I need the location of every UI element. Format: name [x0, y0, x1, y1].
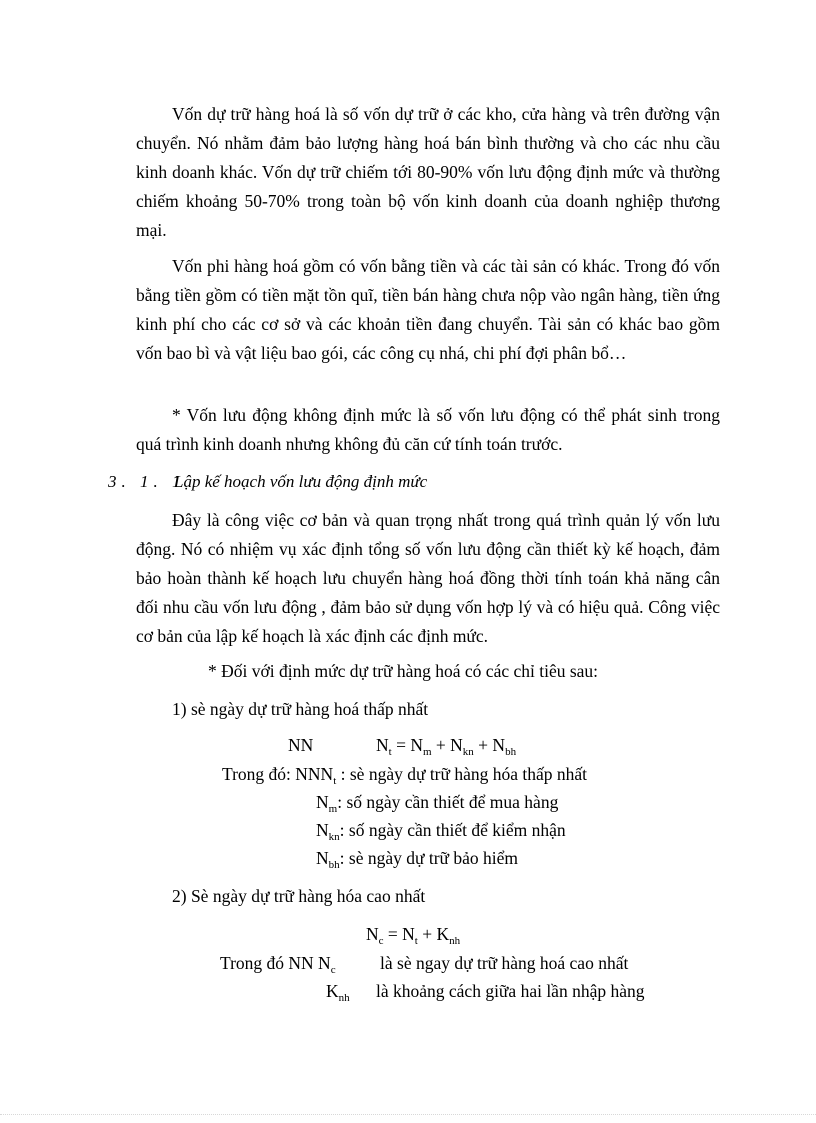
section-title: Lập kế hoạch vốn lưu động định mức [174, 472, 428, 491]
paragraph-reserve-capital: Vốn dự trữ hàng hoá là số vốn dự trữ ở các kho, cửa hàng và trên đường vận chuyển. Nó nhằm đảm bảo lượng hàng hoá bán bình thường và cho các nhu cầu kinh doanh khác. Vốn dự trữ chiếm tới 80-90% vốn lưu động định mức và thường chiếm khoảng 50-70% trong toàn bộ vốn kinh doanh của doanh nghiệp thương mại. [136, 104, 720, 240]
item2-where-nc: Trong đó NN $N_c$ [220, 953, 336, 976]
criteria-intro: * Đối với định mức dự trữ hàng hoá có các chỉ tiêu sau: [208, 661, 599, 681]
item2-title: 2) Sè ngày dự trữ hàng hóa cao nhất [172, 886, 426, 906]
item2-formula: $N_c = N_t + K_{nh}$ [366, 924, 461, 947]
item2-where-nc-desc: là sè ngay dự trữ hàng hoá cao nhất [380, 953, 629, 973]
paragraph-planning: Đây là công việc cơ bản và quan trọng nhất trong quá trình quản lý vốn lưu động. Nó có nhiệm vụ xác định tổng số vốn lưu động cần thiết kỳ kế hoạch, đảm bảo hoàn thành kế hoạch lưu chuyển hàng hoá đồng thời tính toán khả năng cân đối nhu cầu vốn lưu động , đảm bảo sử dụng vốn hợp lý và có hiệu quả. Công việc cơ bản của lập kế hoạch là xác định các định mức. [136, 510, 720, 646]
section-heading [108, 470, 427, 494]
item1-where-nkn: $N_{kn}$: số ngày cần thiết để kiểm nhận [316, 820, 566, 843]
item1-title: 1) sè ngày dự trữ hàng hoá thấp nhất [172, 699, 429, 719]
paragraph-non-normative-capital: * Vốn lưu động không định mức là số vốn lưu động có thể phát sinh trong quá trình kinh doanh nhưng không đủ căn cứ tính toán trước. [136, 405, 720, 454]
paragraph-non-goods-capital: Vốn phi hàng hoá gồm có vốn bằng tiền và các tài sản có khác. Trong đó vốn bằng tiền gồm có tiền mặt tồn quĩ, tiền bán hàng chưa nộp vào ngân hàng, tiền ứng kinh phí cho các cơ sở và các khoản tiền đang chuyển. Tài sản có khác bao gồm vốn bao bì và vật liệu bao gói, các công cụ nhá, chi phí đợi phân bổ… [136, 256, 720, 363]
item1-where-nbh: $N_{bh}$: sè ngày dự trữ bảo hiểm [316, 848, 519, 871]
item1-where-nm: $N_m$: số ngày cần thiết để mua hàng [316, 792, 559, 815]
section-number: 3. 1. 1 [108, 472, 186, 491]
item1-where-nt: Trong đó: $NNN_t$ : sè ngày dự trữ hàng hóa thấp nhất [222, 764, 588, 787]
item2-where-knh-desc: là khoảng cách giữa hai lần nhập hàng [376, 981, 645, 1001]
page-bottom-divider [0, 1114, 816, 1115]
item1-formula: $N_t = N_m + N_{kn} + N_{bh}$ [376, 735, 517, 758]
item2-where-knh: $K_{nh}$ [326, 981, 350, 1004]
item1-formula-prefix: NN [288, 735, 314, 755]
